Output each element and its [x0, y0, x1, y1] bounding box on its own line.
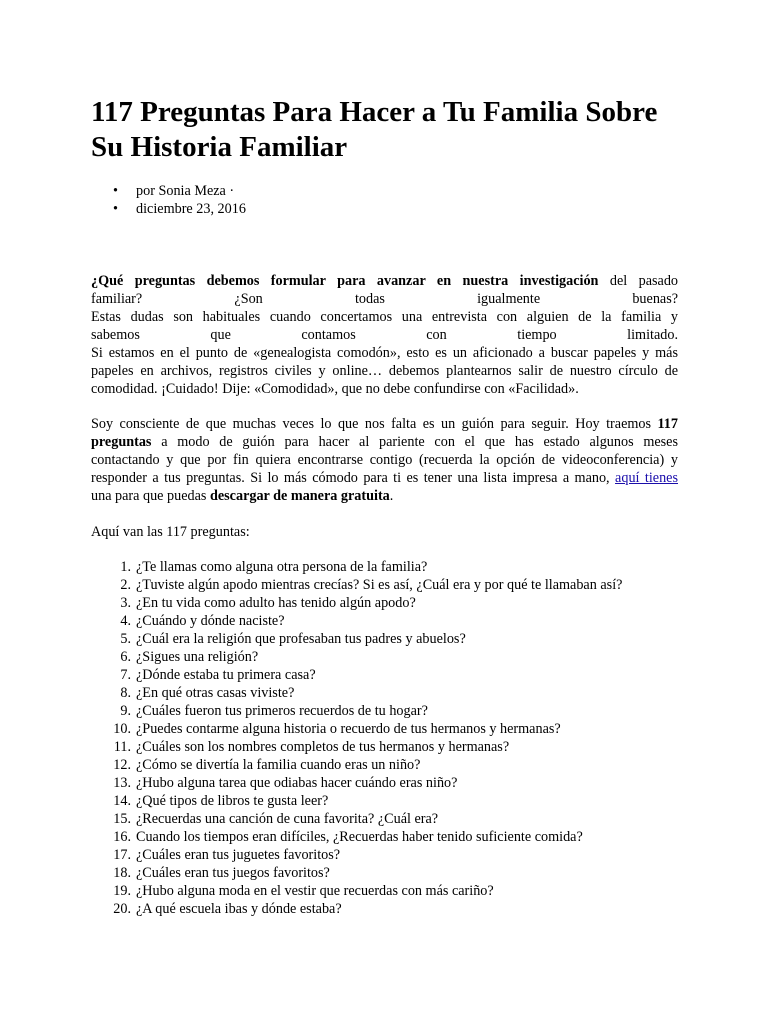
article-meta-list — [91, 182, 491, 218]
questions-list — [91, 558, 678, 918]
question-item: 19. ¿Hubo alguna moda en el vestir que recuerdas con más cariño? — [113, 883, 494, 899]
free-download-bold: descargar de manera gratuita — [209, 488, 390, 504]
question-item: 6. ¿Sigues una religión? — [120, 649, 259, 665]
question-item: 16. Cuando los tiempos eran difíciles, ¿Recuerdas haber tenido suficiente comida? — [113, 829, 583, 845]
intro-paragraph-1 — [91, 272, 678, 398]
question-item: 13. ¿Hubo alguna tarea que odiabas hacer cuándo eras niño? — [113, 775, 458, 791]
question-item: 14. ¿Qué tipos de libros te gusta leer? — [113, 793, 329, 809]
question-item: 11. ¿Cuáles son los nombres completos de tus hermanos y hermanas? — [113, 739, 510, 755]
download-list-link[interactable]: aquí tienes — [615, 470, 678, 486]
question-item: 8. ¿En qué otras casas viviste? — [120, 685, 295, 701]
question-item: 10. ¿Puedes contarme alguna historia o recuerdo de tus hermanos y hermanas? — [113, 721, 561, 737]
p2-line-5: una para que puedas descargar de manera gratuita. — [91, 488, 394, 504]
question-item: 2. ¿Tuviste algún apodo mientras crecías? Si es así, ¿Cuál era y por qué te llamaban así? — [120, 577, 623, 593]
publish-date: • diciembre 23, 2016 — [91, 200, 491, 218]
question-item: 18. ¿Cuáles eran tus juegos favoritos? — [113, 865, 330, 881]
intro-question-bold: ¿Qué preguntas debemos formular para avanzar en nuestra investigación — [91, 273, 599, 289]
intro-line-6: papeles en archivos, registros civiles y online… debemos plantearnos salir de nuestro círculo de — [91, 363, 678, 379]
intro-line-2: familiar? ¿Son todas igualmente buenas? — [91, 291, 679, 307]
questions-intro: Aquí van las 117 preguntas: — [91, 524, 250, 540]
p2-line-1: Soy consciente de que muchas veces lo que nos falta es un guión para seguir. Hoy traemos 117 — [91, 416, 678, 432]
question-item: 7. ¿Dónde estaba tu primera casa? — [120, 667, 316, 683]
question-item: 20. ¿A qué escuela ibas y dónde estaba? — [113, 901, 342, 917]
intro-line-4: sabemos que contamos con tiempo limitado. — [91, 327, 678, 343]
question-item: 9. ¿Cuáles fueron tus primeros recuerdos de tu hogar? — [120, 703, 428, 719]
intro-line-3: Estas dudas son habituales cuando concertamos una entrevista con alguien de la familia y — [91, 309, 678, 325]
question-item: 5. ¿Cuál era la religión que profesaban tus padres y abuelos? — [120, 631, 466, 647]
intro-line-1: ¿Qué preguntas debemos formular para avanzar en nuestra investigación del pasado — [91, 273, 679, 289]
p2-line-4: responder a tus preguntas. Si lo más cómodo para ti es tener una lista impresa a mano, aquí tienes — [91, 470, 678, 486]
p2-line-2: preguntas a modo de guión para hacer al pariente con el que has estado algunos meses — [91, 434, 678, 450]
question-item: 12. ¿Cómo se divertía la familia cuando eras un niño? — [113, 757, 421, 773]
question-item: 17. ¿Cuáles eran tus juguetes favoritos? — [113, 847, 341, 863]
question-item: 1. ¿Te llamas como alguna otra persona de la familia? — [120, 559, 428, 575]
intro-paragraph-2 — [91, 415, 678, 505]
article-title: 117 Preguntas Para Hacer a Tu Familia Sobre Su Historia Familiar — [91, 96, 658, 163]
author-line: • por Sonia Meza · — [91, 182, 491, 200]
intro-line-7: comodidad. ¡Cuidado! Dije: «Comodidad», que no debe confundirse con «Facilidad». — [91, 381, 579, 397]
p2-line-3: contactando y que por fin quiera encontrarse contigo (recuerda la opción de videoconferencia) y — [91, 452, 678, 468]
question-item: 4. ¿Cuándo y dónde naciste? — [120, 613, 285, 629]
question-item: 15. ¿Recuerdas una canción de cuna favorita? ¿Cuál era? — [113, 811, 439, 827]
intro-line-5: Si estamos en el punto de «genealogista comodón», esto es un aficionado a buscar papeles y más — [91, 345, 678, 361]
question-item: 3. ¿En tu vida como adulto has tenido algún apodo? — [120, 595, 416, 611]
